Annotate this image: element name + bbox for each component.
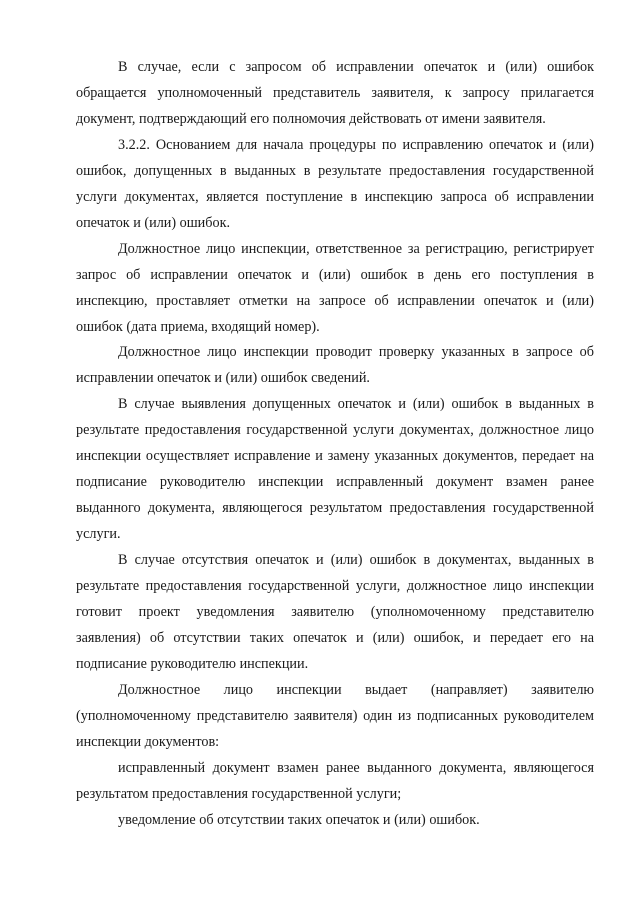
paragraph-registration: Должностное лицо инспекции, ответственное за регистрацию, регистрирует запрос об исправлении опечаток и (или) ошибок в день его поступления в инспекцию, проставляет отметки на запросе об исправлении опечаток и (или) ошибок (дата приема, входящий номер). — [76, 240, 594, 335]
paragraph-no-errors: В случае отсутствия опечаток и (или) ошибок в документах, выданных в результате предоставления государственной услуги, должностное лицо инспекции готовит проект уведомления заявителю (уполномоченному представителю заявления) об отсутствии таких опечаток и (или) ошибок, и передает его на подписание руководителю инспекции. — [76, 552, 594, 672]
paragraph-verification: Должностное лицо инспекции проводит проверку указанных в запросе об исправлении опечаток и (или) ошибок сведений. — [76, 344, 594, 387]
list-item-corrected-document: исправленный документ взамен ранее выданного документа, являющегося результатом предоставления государственной услуги; — [76, 759, 594, 802]
paragraph-representative: В случае, если с запросом об исправлении опечаток и (или) ошибок обращается уполномоченный представитель заявителя, к запросу прилагается документ, подтверждающий его полномочия действовать от имени заявителя. — [76, 59, 594, 127]
paragraph-issuance: Должностное лицо инспекции выдает (направляет) заявителю (уполномоченному представителю заявителя) один из подписанных руководителем инспекции документов: — [76, 681, 594, 750]
paragraph-3-2-2-grounds: 3.2.2. Основанием для начала процедуры по исправлению опечаток и (или) ошибок, допущенных в выданных в результате предоставления государственной услуги документах, является поступление в инспекцию запроса об исправлении опечаток и (или) ошибок. — [76, 136, 594, 231]
list-item-notification: уведомление об отсутствии таких опечаток и (или) ошибок. — [118, 811, 480, 828]
document-body — [76, 55, 594, 834]
paragraph-errors-found: В случае выявления допущенных опечаток и (или) ошибок в выданных в результате предоставления государственной услуги документах, должностное лицо инспекции осуществляет исправление и замену указанных документов, передает на подписание руководителю инспекции исправленный документ взамен ранее выданного документа, являющегося результатом предоставления государственной услуги. — [76, 396, 594, 543]
